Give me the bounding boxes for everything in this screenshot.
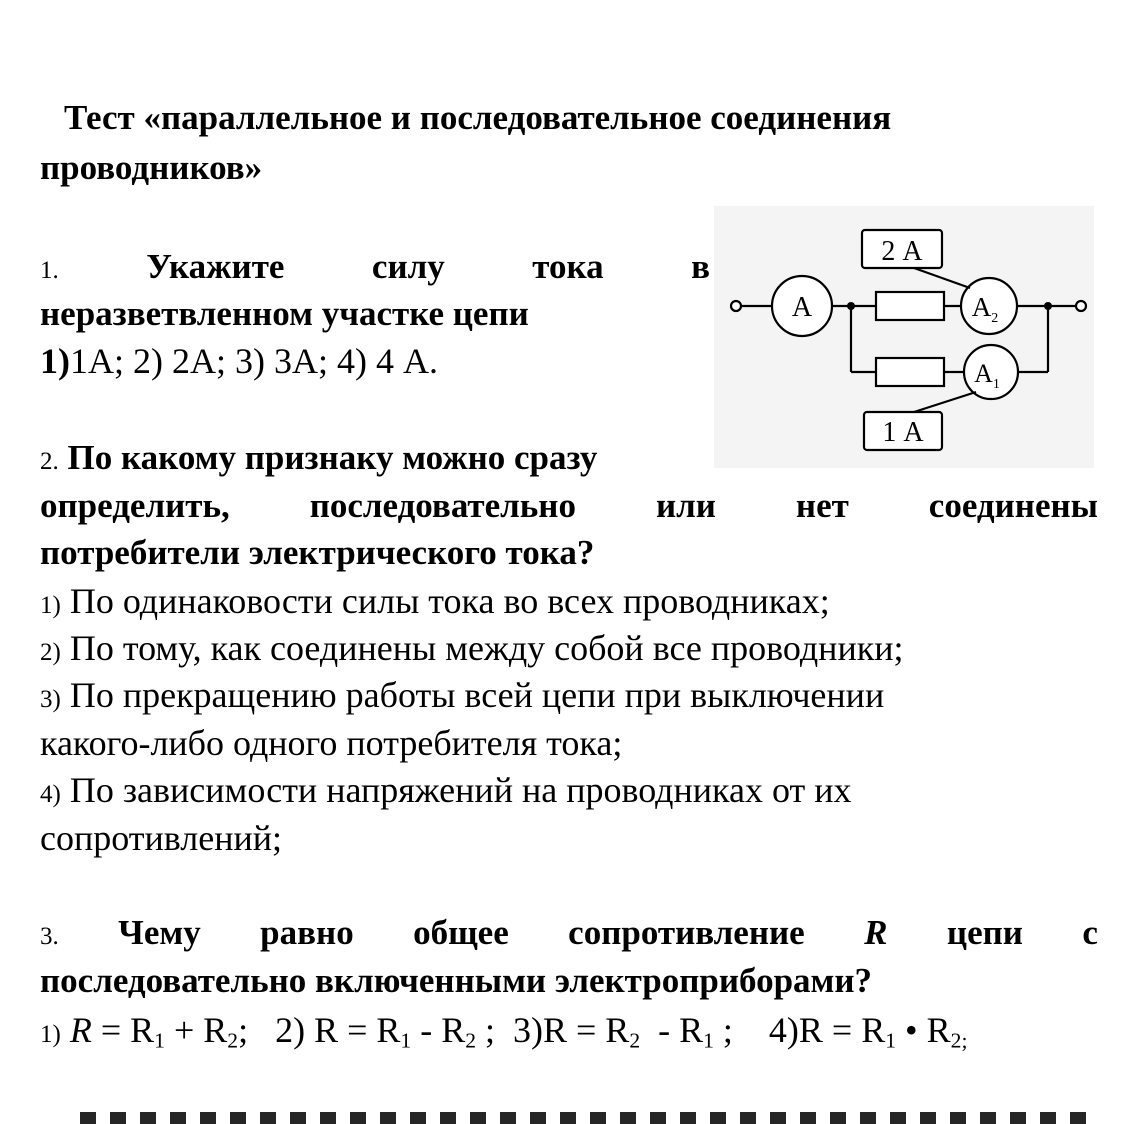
question-1-word: в [691,247,710,286]
option-text: По одинаковости силы тока во всех проводниках; [69,581,830,621]
callout-top-label: 2 А [881,236,923,267]
option-number: 2) [40,639,61,666]
question-2-line3: потребители электрического тока? [40,533,595,572]
cut-off-next-question [80,1110,1090,1124]
option-number: 4) [40,781,61,808]
ammeter-a1-label: $A_1$ [974,359,1000,392]
question-1-answers [40,343,438,379]
question-1-word: Укажите [146,247,285,286]
question-3-word: общее [413,913,509,952]
left-terminal [731,301,741,311]
question-3-word: цепи [946,913,1023,952]
resistor-top [876,292,944,320]
question-3-symbol-r: R [864,913,888,952]
question-3-word: равно [260,913,354,952]
question-3-line2: последовательно включенными электроприборами? [40,961,873,1000]
junction-right [1044,302,1052,310]
callout-bottom-label: 1 А [882,417,924,448]
question-2-option-4-cont: сопротивлений; [40,818,283,858]
question-2-word: последовательно [309,486,576,525]
question-2-option-1 [40,583,830,619]
question-3-word: Чему [118,913,201,952]
question-2-word: или [655,486,716,525]
junction-left [847,302,855,310]
question-1-line2: неразветвленном участке цепи [40,294,529,333]
question-2-option-3 [40,677,884,713]
ammeter-main-label: A [791,292,813,323]
question-2-option-3-cont: какого-либо одного потребителя тока; [40,723,623,763]
test-title-line1: Тест «параллельное и последовательное соединения [64,98,892,137]
question-1-word: тока [532,247,604,286]
question-2-text: По какому признаку можно сразу [67,438,598,477]
question-2-line1 [40,440,597,475]
question-1-line1 [40,249,710,284]
question-2-word: нет [795,486,849,525]
answer-1-marker: 1) [40,341,70,381]
question-2-line2 [40,488,1098,523]
question-3-word: сопротивление [568,913,805,952]
question-3-word: с [1082,913,1098,952]
option-text: По зависимости напряжений на проводниках от их [69,770,852,810]
question-2-word: соединены [928,486,1098,525]
circuit-diagram [714,206,1094,468]
question-1-number: 1. [40,257,59,284]
question-3-number: 3. [40,923,59,950]
question-3-line1 [40,915,1098,950]
resistor-bottom [876,358,944,386]
answer-options: 1А; 2) 2А; 3) 3А; 4) 4 А. [70,341,438,381]
question-2-option-4 [40,772,851,808]
option-text: По прекращению работы всей цепи при выключении [69,675,885,715]
test-title-line2: проводников» [40,148,263,187]
right-terminal [1076,301,1086,311]
ammeter-a2-label: $A_2$ [971,292,999,326]
option-text: По тому, как соединены между собой все проводники; [69,628,904,668]
question-3-formulas: 1) $R = R_1 + R_2$; 2) $R = R_1 - R_2$ ; $3)R = R_2 - R_1$ ; $4)R = R_1$ • $R_{2;}$ [40,1010,968,1053]
question-2-number: 2. [40,448,59,475]
option-number: 3) [40,686,61,713]
option-number: 1) [40,592,61,619]
question-2-option-2 [40,630,903,666]
question-2-word: определить, [40,486,230,525]
question-1-word: силу [371,247,445,286]
